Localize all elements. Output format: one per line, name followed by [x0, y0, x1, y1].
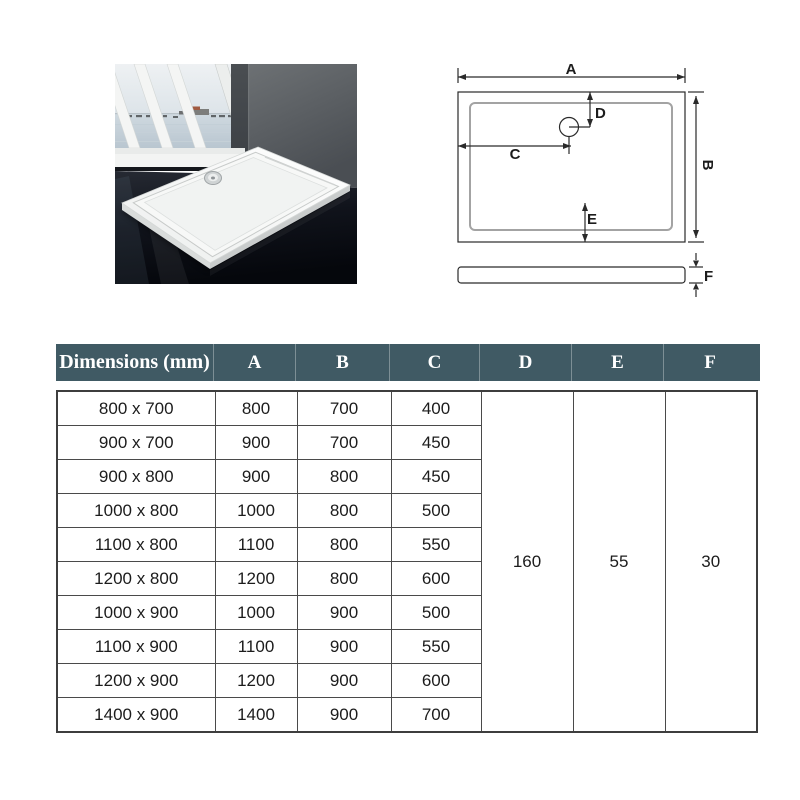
header-col-d: D [480, 344, 572, 381]
c-cell: 550 [391, 630, 481, 664]
c-cell: 450 [391, 426, 481, 460]
b-cell: 900 [297, 630, 391, 664]
product-photo [115, 64, 357, 284]
size-cell: 900 x 700 [57, 426, 215, 460]
dimension-diagram [435, 50, 735, 300]
header-col-b: B [296, 344, 390, 381]
header-col-a: A [214, 344, 296, 381]
a-cell: 1100 [215, 630, 297, 664]
dimension-diagram-drawing [435, 50, 735, 300]
b-cell: 900 [297, 596, 391, 630]
size-cell: 1100 x 800 [57, 528, 215, 562]
merged-e-cell: 55 [573, 391, 665, 732]
c-cell: 700 [391, 698, 481, 733]
dimension-arrows [458, 74, 699, 290]
b-cell: 700 [297, 391, 391, 426]
b-cell: 800 [297, 460, 391, 494]
a-cell: 800 [215, 391, 297, 426]
table-header-row [56, 344, 760, 381]
table-body [56, 390, 758, 733]
size-cell: 900 x 800 [57, 460, 215, 494]
a-cell: 1200 [215, 664, 297, 698]
c-cell: 500 [391, 494, 481, 528]
a-cell: 1400 [215, 698, 297, 733]
dim-label-a: A [565, 61, 577, 78]
size-cell: 800 x 700 [57, 391, 215, 426]
tray-inner-rim [470, 103, 672, 230]
a-cell: 1200 [215, 562, 297, 596]
size-cell: 1100 x 900 [57, 630, 215, 664]
b-cell: 900 [297, 698, 391, 733]
dim-label-b: B [699, 159, 716, 171]
header-col-c: C [390, 344, 480, 381]
size-cell: 1200 x 800 [57, 562, 215, 596]
dimensions-table [56, 344, 760, 733]
window-rail [115, 148, 245, 154]
size-cell: 1400 x 900 [57, 698, 215, 733]
dim-label-e: E [586, 211, 598, 228]
dim-label-c: C [509, 146, 521, 163]
b-cell: 700 [297, 426, 391, 460]
size-cell: 1000 x 800 [57, 494, 215, 528]
c-cell: 600 [391, 664, 481, 698]
a-cell: 1000 [215, 596, 297, 630]
merged-d-cell: 160 [481, 391, 573, 732]
header-dimensions: Dimensions (mm) [56, 344, 214, 381]
table-row [57, 391, 757, 426]
b-cell: 900 [297, 664, 391, 698]
c-cell: 400 [391, 391, 481, 426]
tray-outline [458, 92, 685, 242]
size-cell: 1000 x 900 [57, 596, 215, 630]
c-cell: 550 [391, 528, 481, 562]
header-col-e: E [572, 344, 664, 381]
merged-f-cell: 30 [665, 391, 757, 732]
a-cell: 1000 [215, 494, 297, 528]
dim-label-d: D [595, 105, 606, 122]
size-cell: 1200 x 900 [57, 664, 215, 698]
c-cell: 500 [391, 596, 481, 630]
c-cell: 600 [391, 562, 481, 596]
tray-side-profile [458, 267, 685, 283]
b-cell: 800 [297, 528, 391, 562]
a-cell: 900 [215, 460, 297, 494]
a-cell: 900 [215, 426, 297, 460]
product-photo-image [115, 64, 357, 284]
c-cell: 450 [391, 460, 481, 494]
header-col-f: F [704, 351, 716, 373]
b-cell: 800 [297, 494, 391, 528]
dim-label-f: F [704, 268, 714, 285]
b-cell: 800 [297, 562, 391, 596]
drain-icon [205, 172, 222, 185]
a-cell: 1100 [215, 528, 297, 562]
